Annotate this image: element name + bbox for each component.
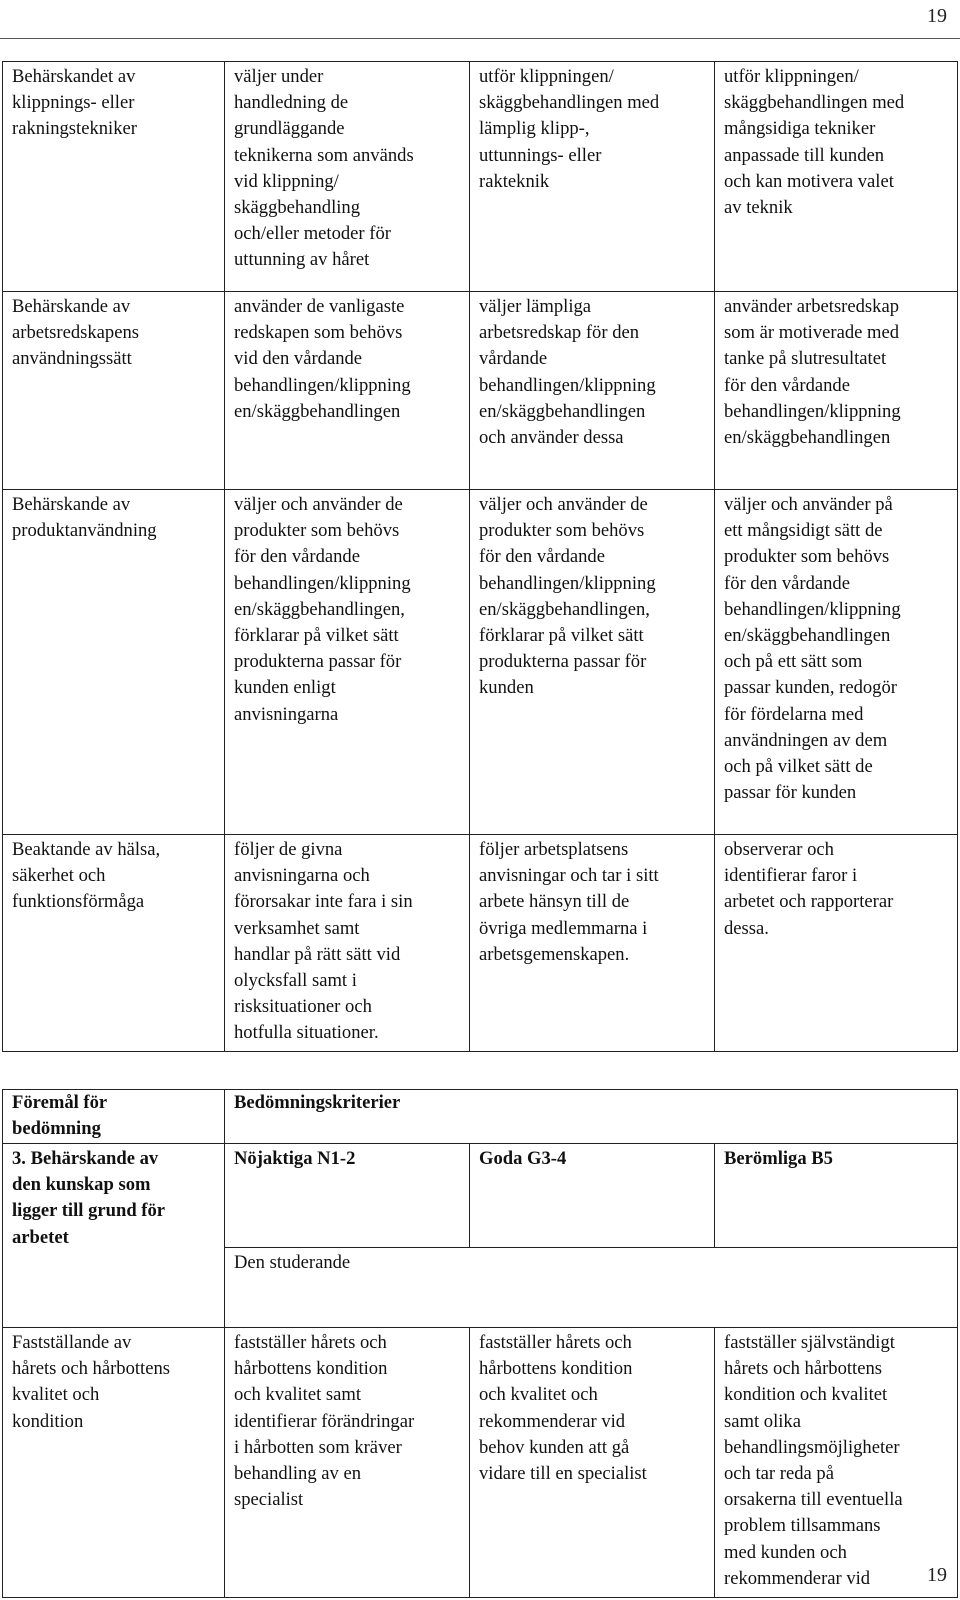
assessment-table: [2, 1089, 958, 1598]
excellent-cell: utför klippningen/ skäggbehandlingen med mångsidiga tekniker anpassade till kunden och kan motivera valet av teknik: [715, 62, 958, 292]
excellent-cell: använder arbetsredskap som är motiverade med tanke på slutresultatet för den vårdande behandlingen/klippning en/skäggbehandlingen: [715, 292, 958, 490]
criterion-cell: Fastställande av hårets och hårbottens kvalitet och kondition: [3, 1328, 225, 1598]
criterion-cell: Behärskande av arbetsredskapens användningssätt: [3, 292, 225, 490]
criterion-cell: Beaktande av hälsa, säkerhet och funktionsförmåga: [3, 835, 225, 1052]
table-row: [3, 292, 958, 490]
criterion-cell: Behärskandet av klippnings- eller rakningstekniker: [3, 62, 225, 292]
table-row: [3, 835, 958, 1052]
excellent-cell: observerar och identifierar faror i arbetet och rapporterar dessa.: [715, 835, 958, 1052]
satisfactory-cell: väljer under handledning de grundläggande teknikerna som används vid klippning/ skäggbehandling och/eller metoder för uttunning av håret: [225, 62, 470, 292]
table-row: [3, 62, 958, 292]
good-cell: väljer lämpliga arbetsredskap för den vårdande behandlingen/klippning en/skäggbehandlingen och använder dessa: [470, 292, 715, 490]
page-number-top: 19: [927, 5, 947, 27]
excellent-cell: väljer och använder på ett mångsidigt sätt de produkter som behövs för den vårdande behandlingen/klippning en/skäggbehandlingen och på ett sätt som passar kunden, redogör för fördelarna med användningen av dem och på vilket sätt de passar för kunden: [715, 490, 958, 835]
level-satisfactory: Nöjaktiga N1-2: [225, 1144, 470, 1248]
header-rule: [0, 38, 960, 39]
section-title-cell: 3. Behärskande av den kunskap som ligger till grund för arbetet: [3, 1144, 225, 1328]
table-row: [3, 1144, 958, 1248]
table-row: [3, 1328, 958, 1598]
page-number-bottom: 19: [927, 1564, 947, 1586]
level-excellent: Berömliga B5: [715, 1144, 958, 1248]
criteria-label-cell: Bedömningskriterier: [225, 1090, 958, 1144]
satisfactory-cell: använder de vanligaste redskapen som behövs vid den vårdande behandlingen/klippning en/skäggbehandlingen: [225, 292, 470, 490]
table-row: [3, 490, 958, 835]
satisfactory-cell: fastställer hårets och hårbottens kondition och kvalitet samt identifierar förändringar i hårbotten som kräver behandling av en specialist: [225, 1328, 470, 1598]
good-cell: utför klippningen/ skäggbehandlingen med lämplig klipp-, uttunnings- eller rakteknik: [470, 62, 715, 292]
excellent-cell: fastställer självständigt hårets och hårbottens kondition och kvalitet samt olika behandlingsmöjligheter och tar reda på orsakerna till eventuella problem tillsammans med kunden och rekommenderar vid: [715, 1328, 958, 1598]
good-cell: fastställer hårets och hårbottens kondition och kvalitet och rekommenderar vid behov kunden att gå vidare till en specialist: [470, 1328, 715, 1598]
good-cell: följer arbetsplatsens anvisningar och tar i sitt arbete hänsyn till de övriga medlemmarna i arbetsgemenskapen.: [470, 835, 715, 1052]
good-cell: väljer och använder de produkter som behövs för den vårdande behandlingen/klippning en/skäggbehandlingen, förklarar på vilket sätt produkterna passar för kunden: [470, 490, 715, 835]
satisfactory-cell: följer de givna anvisningarna och förorsakar inte fara i sin verksamhet samt handlar på rätt sätt vid olycksfall samt i risksituationer och hotfulla situationer.: [225, 835, 470, 1052]
level-good: Goda G3-4: [470, 1144, 715, 1248]
criteria-table: [2, 61, 958, 1052]
criterion-cell: Behärskande av produktanvändning: [3, 490, 225, 835]
satisfactory-cell: väljer och använder de produkter som behövs för den vårdande behandlingen/klippning en/skäggbehandlingen, förklarar på vilket sätt produkterna passar för kunden enligt anvisningarna: [225, 490, 470, 835]
student-label-cell: Den studerande: [225, 1248, 958, 1328]
object-label-cell: Föremål för bedömning: [3, 1090, 225, 1144]
table-row: [3, 1090, 958, 1144]
